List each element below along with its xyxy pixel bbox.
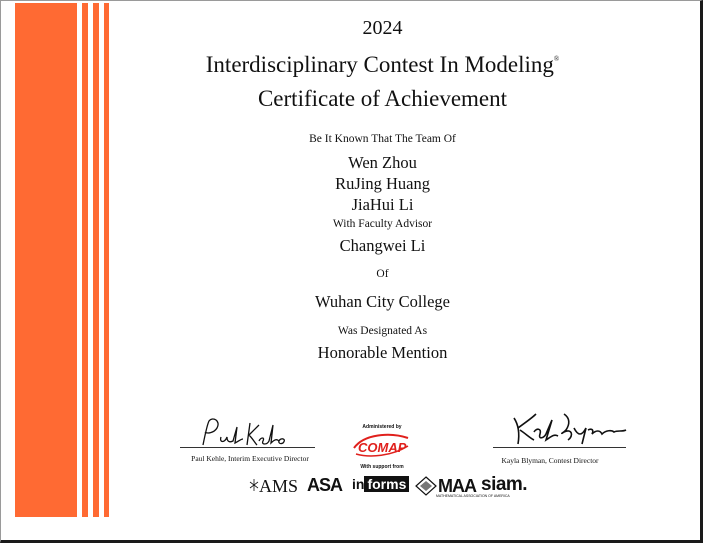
maa-emblem-icon [415,476,437,496]
known-text: Be It Known That The Team Of [309,133,456,145]
maa-subtitle: MATHEMATICAL ASSOCIATION OF AMERICA [436,494,510,498]
team-member-3: JiaHui Li [351,195,414,214]
decor-stripe-2 [93,3,99,517]
siam-logo: siam. [481,474,528,495]
left-signature-line [180,447,315,448]
institution-name: Wuhan City College [315,292,450,311]
informs-box: forms [364,476,409,492]
contest-name-text: Interdisciplinary Contest In Modeling [205,52,554,77]
advisor-name: Changwei Li [339,236,426,255]
support-from-label: With support from [360,464,404,470]
right-signature-line [493,447,626,448]
right-signature-caption: Kayla Blyman, Contest Director [501,456,599,465]
decor-stripe-1 [82,3,88,517]
ams-logo [249,476,298,497]
informs-logo [352,476,409,496]
ams-star-icon [249,476,259,494]
team-member-1: Wen Zhou [348,153,417,172]
decor-stripe-3 [104,3,109,517]
informs-prefix: in [352,476,365,492]
comap-logo-text: COMAP [358,440,407,455]
right-signature-image [508,410,630,448]
certificate-year: 2024 [362,17,403,39]
contest-name [0,52,709,78]
asa-logo: ASA [307,475,343,495]
designated-label: Was Designated As [337,325,428,337]
left-signature-image [195,417,295,449]
advisor-label: With Faculty Advisor [332,218,433,230]
left-signature-caption: Paul Kehle, Interim Executive Director [191,454,309,463]
registered-mark: ® [553,55,560,63]
decor-stripe-wide [15,3,77,517]
comap-logo [350,430,412,460]
team-member-2: RuJing Huang [335,174,430,193]
administered-by-label: Administered by [362,424,402,430]
maa-logo: MAA [438,476,476,496]
award-name: Honorable Mention [317,343,448,362]
certificate-title: Certificate of Achievement [257,86,508,111]
ams-logo-text: AMS [259,476,299,496]
of-label: Of [376,268,389,280]
